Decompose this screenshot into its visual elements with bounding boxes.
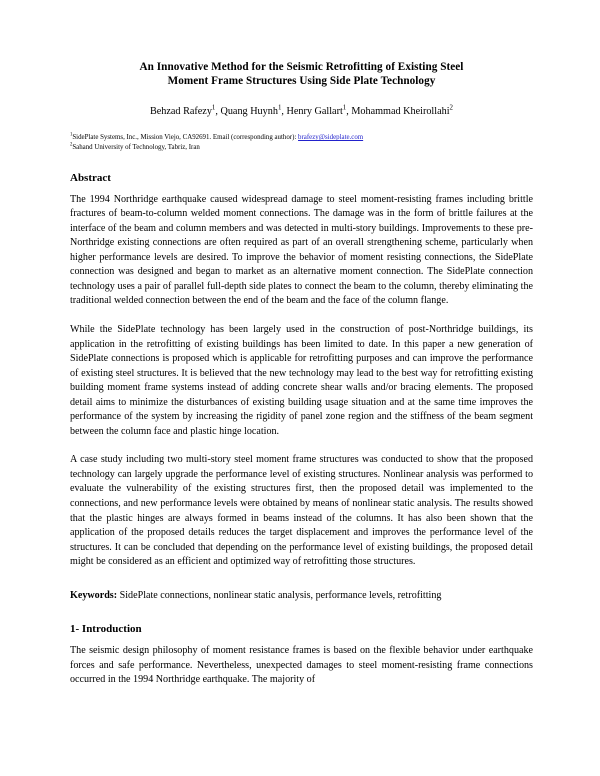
author-list — [70, 105, 533, 118]
affiliation-2-text: Sahand University of Technology, Tabriz, Iran — [72, 144, 200, 151]
affiliation-marker-2: 2 — [70, 142, 73, 148]
author-name-2: , Quang Huynh — [215, 106, 278, 118]
keywords-label: Keywords: — [70, 589, 118, 601]
keywords-value: SidePlate connections, nonlinear static analysis, performance levels, retrofitting — [117, 589, 442, 601]
abstract-paragraph-1: The 1994 Northridge earthquake caused widespread damage to steel moment-resisting frames including brittle fractures of beam-to-column welded moment connections. The damage was in the form of brittle failures at the interface of the beam and column members and was detected in multi-story buildings. Improvements to these pre-Northridge existing connections are often required as part of an overall strengthening scheme, particularly when higher performance levels are desired. To improve the behavior of moment resisting connections, the SidePlate connection was designed and began to market as an alternative moment connection. The SidePlate connection technology uses a pair of parallel full-depth side plates to connect the beam to the column, thereby eliminating the traditional welded connection between the end of the beam and the face of the column flange. — [70, 193, 533, 307]
introduction-heading: 1- Introduction — [70, 623, 142, 636]
abstract-heading: Abstract — [70, 171, 111, 184]
author-affiliation-marker-1: 1 — [211, 105, 216, 113]
keywords-line — [70, 589, 533, 604]
paper-title-line-1: An Innovative Method for the Seismic Retrofitting of Existing Steel — [139, 61, 464, 73]
author-name-4: , Mohammad Kheirollahi — [346, 106, 450, 118]
introduction-paragraph-1: The seismic design philosophy of moment resistance frames is based on the flexible behavior under earthquake forces and safe performance. Nevertheless, unexpected damages to steel moment-resisting frame connections occurred in the 1994 Northridge earthquake. The majority of — [70, 645, 533, 686]
abstract-paragraph-2: While the SidePlate technology has been largely used in the construction of post-Northridge buildings, its application in the retrofitting of existing buildings has been limited to date. In this paper a new generation of SidePlate connections is proposed which is applicable for retrofitting purposes and can improve the performance of existing steel structures. It is believed that the new technology may lead to the best way for retrofitting existing building moment frame systems instead of adding concrete shear walls and/or bracing elements. The proposed detail aims to minimize the disturbances of existing building usage situation and at the same time improves the performance of the system by increasing the rigidity of panel zone region and the stiffness of the beam segment between the column face and plastic hinge location. — [70, 323, 533, 437]
corresponding-author-email-link[interactable]: brafezy@sideplate.com — [298, 134, 364, 142]
author-affiliation-marker-3: 1 — [342, 105, 347, 113]
author-affiliation-marker-4: 2 — [449, 105, 454, 113]
affiliation-block — [70, 133, 533, 152]
author-name-1: Behzad Rafezy — [149, 106, 212, 118]
affiliation-marker-1: 1 — [70, 133, 73, 139]
author-name-3: , Henry Gallart — [281, 106, 343, 118]
affiliation-1-text: SidePlate Systems, Inc., Mission Viejo, CA92691. Email (corresponding author): — [72, 134, 297, 142]
paper-title — [84, 60, 519, 88]
abstract-paragraph-3: A case study including two multi-story steel moment frame structures was conducted to show that the proposed technology can largely upgrade the performance level of existing structures. Nonlinear analysis was performed to evaluate the vulnerability of the existing structures first, then the proposed detail was implemented to the connections, and new performance levels were obtained by means of nonlinear static analysis. The results showed that the plastic hinges are always formed in beams instead of the columns. It has also been shown that the application of the proposed details reduces the target displacement and improves the performance level of the structures. It can be concluded that depending on the performance level of existing buildings, the proposed detail might be considered as an efficient and optimized way of retrofitting those structures. — [70, 454, 533, 568]
affiliation-2 — [70, 143, 533, 153]
affiliation-1 — [70, 133, 533, 143]
author-affiliation-marker-2: 1 — [277, 105, 282, 113]
paper-title-line-2: Moment Frame Structures Using Side Plate Technology — [167, 75, 436, 88]
